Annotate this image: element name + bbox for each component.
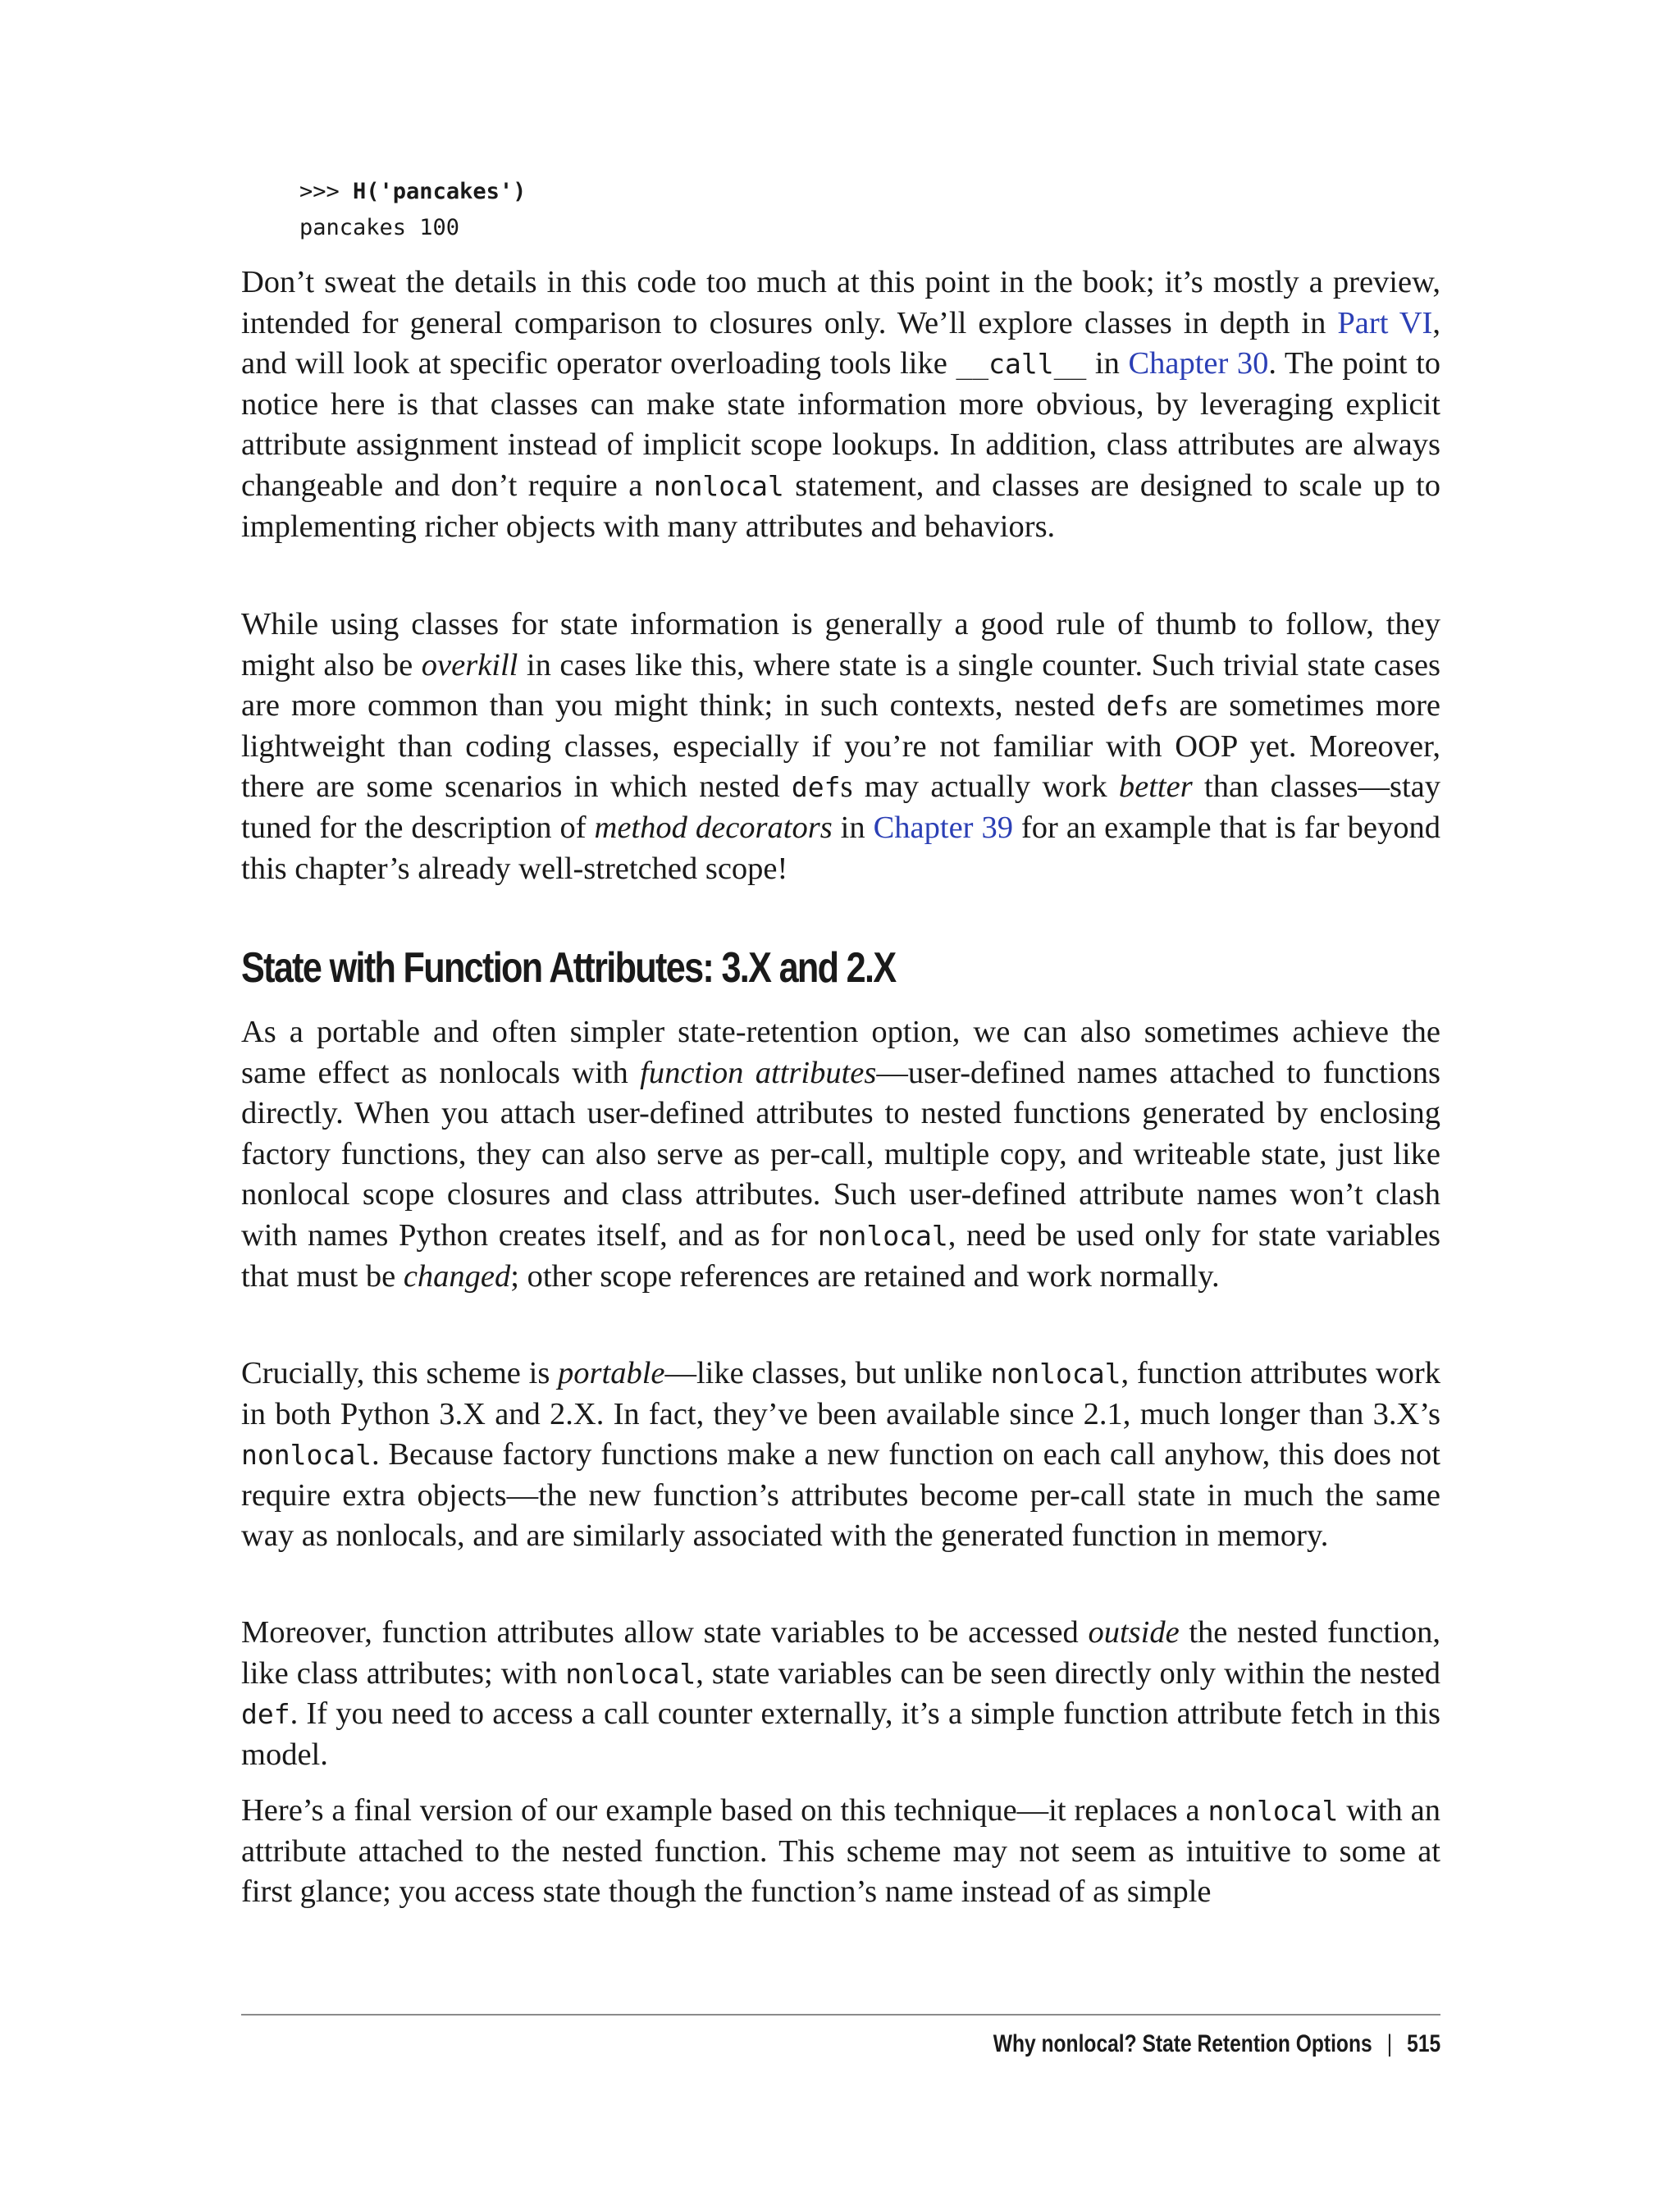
running-title: Why nonlocal? State Retention Options xyxy=(993,2030,1372,2057)
text-run: While using classes for state information is generally a good rule of thumb to follow, they might also be xyxy=(241,607,1440,682)
link-part-vi[interactable]: Part VI xyxy=(1337,305,1433,340)
emphasis: function attributes xyxy=(640,1055,877,1090)
code-prompt: >>> xyxy=(299,179,354,204)
paragraph-3 xyxy=(241,1012,1440,1297)
text-run: , and will look at specific operator overloading tools like xyxy=(241,305,1440,381)
text-run: Don’t sweat the details in this code too much at this point in the book; it’s mostly a preview, intended for general comparison to closures only. We’ll explore classes in depth in xyxy=(241,265,1440,340)
text-run: . The point to notice here is that classes can make state information more obvious, by leveraging explicit attribute assignment instead of implicit scope lookups. In addition, class attributes are always changeable and don’t require a xyxy=(241,346,1441,503)
inline-code: nonlocal xyxy=(817,1219,948,1252)
code-block xyxy=(299,174,526,246)
inline-code: def xyxy=(1106,690,1156,723)
text-run: . If you need to access a call counter externally, it’s a simple function attribute fetch in this model. xyxy=(241,1696,1440,1772)
text-run: statement, and classes are designed to scale up to implementing richer objects with many attributes and behaviors. xyxy=(241,468,1440,544)
footer-separator: | xyxy=(1386,2030,1392,2057)
inline-code: def xyxy=(791,771,841,804)
text-run: s are sometimes more lightweight than coding classes, especially if you’re not familiar with OOP yet. Moreover, there are some scenarios in which nested xyxy=(241,688,1440,805)
inline-code: __call__ xyxy=(956,348,1087,381)
section-heading: State with Function Attributes: 3.X and 2.X xyxy=(241,944,896,992)
emphasis: better xyxy=(1118,769,1193,805)
text-run: Here’s a final version of our example based on this technique—it replaces a xyxy=(241,1793,1208,1828)
paragraph-4-container xyxy=(241,1354,1440,1557)
paragraph-5-container xyxy=(241,1613,1440,1775)
page-footer xyxy=(993,2028,1440,2061)
footer-rule xyxy=(241,2014,1440,2016)
paragraph-4 xyxy=(241,1354,1440,1557)
text-run: Moreover, function attributes allow state variables to be accessed xyxy=(241,1615,1089,1650)
code-input: H('pancakes') xyxy=(353,179,527,204)
text-run: , need be used only for state variables that must be xyxy=(241,1217,1441,1294)
text-run: for an example that is far beyond this chapter’s already well-stretched scope! xyxy=(241,810,1440,886)
text-run: in xyxy=(1086,346,1129,381)
text-run: the nested function, like class attributes; with xyxy=(241,1615,1440,1691)
link-chapter-39[interactable]: Chapter 39 xyxy=(873,810,1013,845)
emphasis: outside xyxy=(1088,1615,1180,1650)
inline-code: nonlocal xyxy=(990,1358,1121,1390)
inline-code: nonlocal xyxy=(241,1439,372,1472)
emphasis: portable xyxy=(558,1356,665,1390)
link-chapter-30[interactable]: Chapter 30 xyxy=(1128,346,1269,381)
code-output: pancakes 100 xyxy=(299,215,460,240)
paragraph-2 xyxy=(241,605,1440,889)
text-run: Crucially, this scheme is xyxy=(241,1356,559,1390)
text-run: ; other scope references are retained and work normally. xyxy=(510,1258,1220,1294)
paragraph-3-container xyxy=(241,1012,1440,1297)
inline-code: nonlocal xyxy=(1208,1795,1339,1827)
text-run: , state variables can be seen directly only within the nested xyxy=(696,1655,1440,1691)
emphasis: overkill xyxy=(421,647,518,682)
emphasis: changed xyxy=(403,1258,511,1294)
text-run: s may actually work xyxy=(840,769,1119,805)
paragraph-2-container xyxy=(241,605,1440,889)
page-number: 515 xyxy=(1406,2030,1440,2057)
text-run: . Because factory functions make a new function on each call anyhow, this does not require extra objects—the new function’s attributes become per-call state in much the same way as nonlocals, and are similarly associated with the generated function in memory. xyxy=(241,1437,1440,1554)
inline-code: nonlocal xyxy=(653,469,784,502)
paragraph-5 xyxy=(241,1613,1440,1775)
text-run: in cases like this, where state is a single counter. Such trivial state cases are more common than you might think; in such contexts, nested xyxy=(241,647,1440,724)
emphasis: method decorators xyxy=(594,810,833,845)
paragraph-1 xyxy=(241,262,1440,547)
paragraph-6 xyxy=(241,1791,1440,1913)
paragraph-1-container xyxy=(241,262,1440,547)
text-run: than classes—stay tuned for the description of xyxy=(241,769,1440,845)
text-run: in xyxy=(832,810,874,845)
text-run: , function attributes work in both Python 3.X and 2.X. In fact, they’ve been available since 2.1, much longer than 3.X’s xyxy=(241,1356,1440,1431)
inline-code: def xyxy=(241,1698,290,1731)
text-run: —like classes, but unlike xyxy=(664,1356,991,1390)
paragraph-6-container xyxy=(241,1791,1440,1913)
inline-code: nonlocal xyxy=(565,1657,696,1690)
text-run: As a portable and often simpler state-retention option, we can also sometimes achieve the same effect as nonlocals with xyxy=(241,1015,1440,1090)
text-run: with an attribute attached to the nested function. This scheme may not seem as intuitive to some at first glance; you access state though the function’s name instead of as simple xyxy=(241,1793,1440,1910)
text-run: —user-defined names attached to functions directly. When you attach user-defined attributes to nested functions generated by enclosing factory functions, they can also serve as per-call, multiple copy, and writeable state, just like nonlocal scope closures and class attributes. Such user-defined attribute names won’t clash with names Python creates itself, and as for xyxy=(241,1055,1440,1253)
